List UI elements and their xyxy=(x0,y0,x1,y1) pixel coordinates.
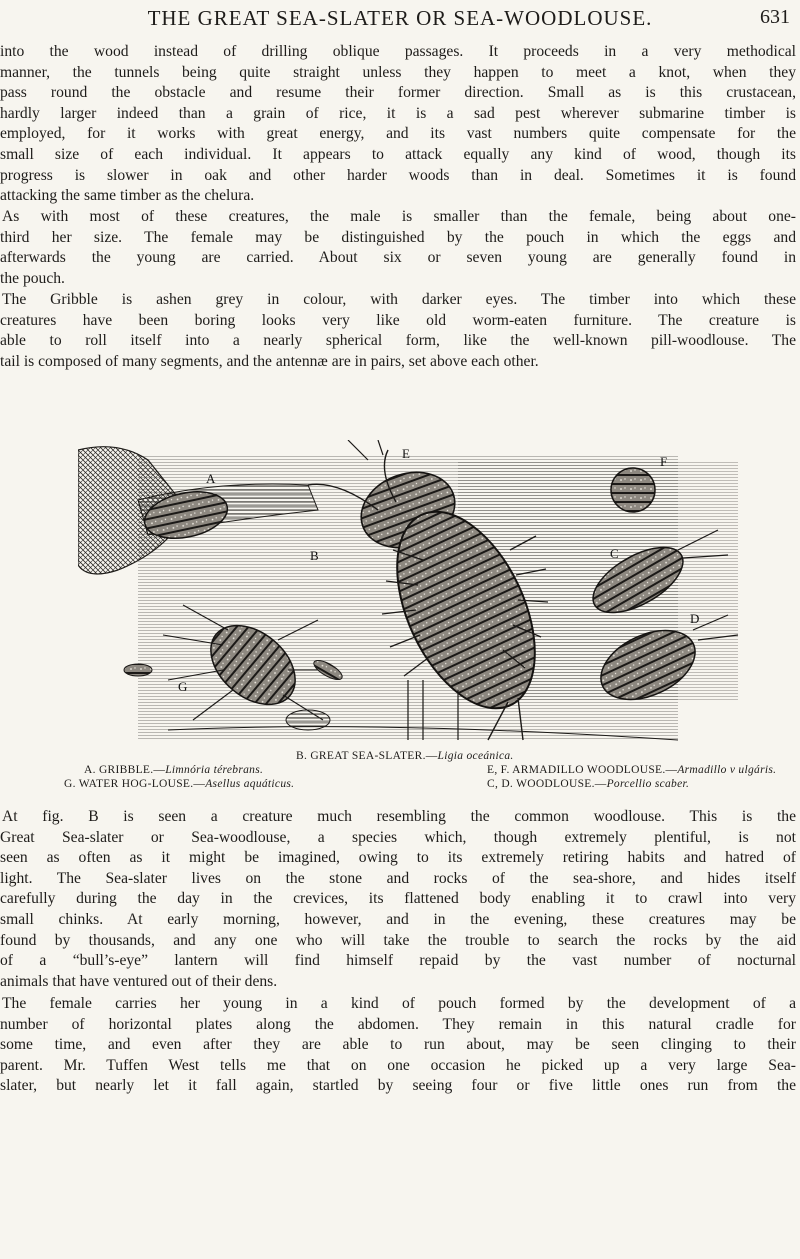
engraving-illustration xyxy=(78,440,740,745)
text-line: small size of each individual. It appears to attack equally any kind of wood, though its xyxy=(0,145,796,163)
text-line: pass round the obstacle and resume their former direction. Small as is this crustacean, xyxy=(0,84,796,102)
figure-letter-g: G xyxy=(178,679,188,694)
paragraph-gribble-colour xyxy=(0,290,796,372)
figure-letter-c: C xyxy=(610,546,619,561)
text-line: number of horizontal plates along the abdomen. They remain in this natural cradle for xyxy=(0,1015,796,1033)
text-line: hardly larger indeed than a grain of rice, it is a sad pest wherever submarine timber is xyxy=(0,104,796,122)
text-line: third her size. The female may be distinguished by the pouch in which the eggs and xyxy=(0,228,796,246)
text-line: animals that have ventured out of their dens. xyxy=(0,972,278,990)
text-line: of a “bull’s-eye” lantern will find himself repaid by the vast number of nocturnal xyxy=(0,952,796,970)
text-line: attacking the same timber as the chelura. xyxy=(0,187,255,205)
text-line: found by thousands, and any one who will take the trouble to search the rocks by the aid xyxy=(0,931,796,949)
figure-letter-e: E xyxy=(402,446,410,461)
text-line: slater, but nearly let it fall again, startled by seeing four or five little ones run from the xyxy=(0,1077,796,1095)
running-head xyxy=(0,6,800,34)
paragraph-sea-slater xyxy=(0,807,796,992)
page-number: 631 xyxy=(760,6,790,28)
paragraph-male-female xyxy=(0,207,796,289)
text-line: small chinks. At early morning, however, and in the evening, these creatures may be xyxy=(0,910,796,928)
caption-g: G. WATER HOG-LOUSE.—Asellus aquáticus. xyxy=(64,778,295,790)
woodlouse-engraving xyxy=(78,440,740,745)
text-line: Great Sea-slater or Sea-woodlouse, a species which, though extremely plentiful, is not xyxy=(0,828,796,846)
paragraph-female-pouch xyxy=(0,994,796,1097)
text-line: parent. Mr. Tuffen West tells me that on one occasion he picked up a very large Sea- xyxy=(0,1056,796,1074)
text-line: tail is composed of many segments, and the antennæ are in pairs, set above each other. xyxy=(0,352,539,370)
text-line: The Gribble is ashen grey in colour, with darker eyes. The timber into which these xyxy=(2,291,796,308)
text-line: employed, for it works with great energy, and its vast numbers quite compensate for the xyxy=(0,125,796,143)
figure-letter-a: A xyxy=(206,471,216,486)
text-line: progress is slower in oak and other harder woods than in deal. Sometimes it is found xyxy=(0,166,796,184)
figure-letter-f: F xyxy=(660,454,668,469)
figure-letter-d: D xyxy=(690,611,700,626)
text-line: afterwards the young are carried. About six or seven young are generally found in xyxy=(0,249,796,267)
paragraph-gribble-boring xyxy=(0,42,796,207)
text-line: manner, the tunnels being quite straight unless they happen to meet a knot, when they xyxy=(0,63,796,81)
text-line: light. The Sea-slater lives on the stone and rocks of the sea-shore, and hides itself xyxy=(0,869,796,887)
text-line: At fig. B is seen a creature much resembling the common woodlouse. This is the xyxy=(2,808,796,825)
text-line: some time, and even after they are able to run about, may be seen clinging to their xyxy=(0,1036,796,1054)
text-line: into the wood instead of drilling oblique passages. It proceeds in a very methodical xyxy=(0,43,796,60)
text-line: As with most of these creatures, the male is smaller than the female, being about one- xyxy=(2,208,796,225)
caption-b: B. GREAT SEA-SLATER.—Ligia oceánica. xyxy=(296,750,514,762)
text-line: seen as often as it might be imagined, owing to its extremely retiring habits and hatred of xyxy=(0,849,796,867)
caption-a: A. GRIBBLE.—Limnória térebrans. xyxy=(84,764,264,776)
running-title: THE GREAT SEA-SLATER OR SEA-WOODLOUSE. xyxy=(147,6,653,30)
caption-ef: E, F. ARMADILLO WOODLOUSE.—Armadillo v ulgáris. xyxy=(487,764,777,776)
text-line: carefully during the day in the crevices, its flattened body enabling it to crawl into very xyxy=(0,890,796,908)
text-line: the pouch. xyxy=(0,269,65,287)
caption-cd: C, D. WOODLOUSE.—Porcellio scaber. xyxy=(487,778,690,790)
text-line: able to roll itself into a nearly spherical form, like the well-known pill-woodlouse. The xyxy=(0,332,796,350)
text-line: creatures have been boring looks very like old worm-eaten furniture. The creature is xyxy=(0,311,796,329)
text-line: The female carries her young in a kind of pouch formed by the development of a xyxy=(2,995,796,1012)
figure-letter-b: B xyxy=(310,548,319,563)
